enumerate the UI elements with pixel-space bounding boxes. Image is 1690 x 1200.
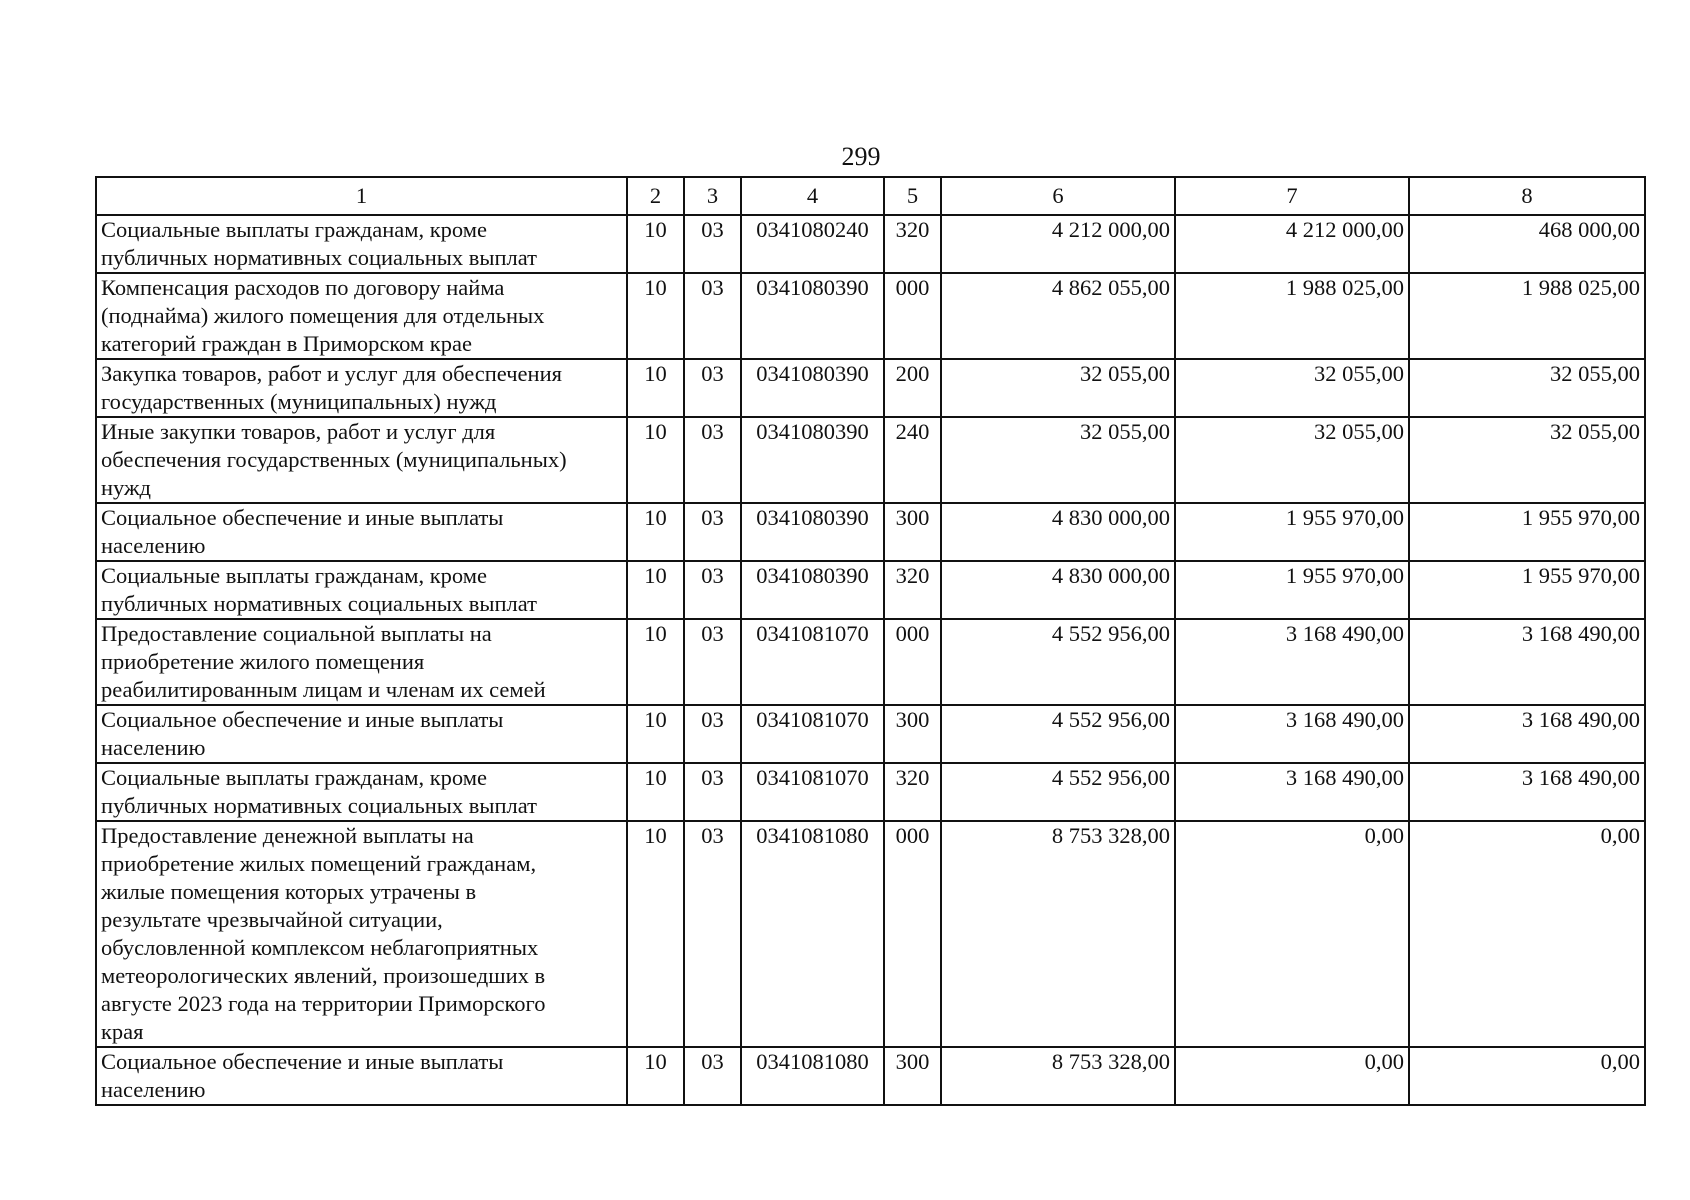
table-row: [96, 1047, 1645, 1105]
amount-col6-cell: 4 830 000,00: [941, 561, 1175, 619]
amount-col6-cell: 32 055,00: [941, 359, 1175, 417]
subsection-code-cell: 03: [684, 359, 741, 417]
expense-name-cell: [96, 1047, 627, 1105]
expense-name-cell: [96, 417, 627, 503]
amount-col8-cell: 32 055,00: [1409, 417, 1645, 503]
expense-name-line: государственных (муниципальных) нужд: [101, 389, 497, 414]
amount-col7-cell: 1 988 025,00: [1175, 273, 1409, 359]
expense-name-line: публичных нормативных социальных выплат: [101, 793, 537, 818]
expense-name-line: населению: [101, 735, 206, 760]
expense-name-line: нужд: [101, 475, 151, 500]
amount-col6-cell: 4 552 956,00: [941, 705, 1175, 763]
target-code-cell: 0341080390: [741, 359, 884, 417]
expense-type-code-cell: 000: [884, 821, 941, 1047]
amount-col6-cell: 4 830 000,00: [941, 503, 1175, 561]
target-code-cell: 0341081070: [741, 763, 884, 821]
amount-col8-cell: 1 955 970,00: [1409, 561, 1645, 619]
expense-type-code-cell: 200: [884, 359, 941, 417]
expense-name-line: категорий граждан в Приморском крае: [101, 331, 472, 356]
subsection-code-cell: 03: [684, 619, 741, 705]
subsection-code-cell: 03: [684, 821, 741, 1047]
expense-name-line: публичных нормативных социальных выплат: [101, 591, 537, 616]
expense-name-line: края: [101, 1019, 144, 1044]
expense-name-cell: [96, 619, 627, 705]
expense-type-code-cell: 320: [884, 763, 941, 821]
header-row: [96, 177, 1645, 215]
expense-name-line: Иные закупки товаров, работ и услуг для: [101, 419, 496, 444]
amount-col7-cell: 3 168 490,00: [1175, 619, 1409, 705]
table-row: [96, 705, 1645, 763]
expense-name-line: обусловленной комплексом неблагоприятных: [101, 935, 539, 960]
expense-type-code-cell: 300: [884, 705, 941, 763]
section-code-cell: 10: [627, 821, 684, 1047]
expense-name-cell: [96, 215, 627, 273]
expense-name-line: Социальное обеспечение и иные выплаты: [101, 1049, 504, 1074]
expense-name-cell: [96, 705, 627, 763]
expense-type-code-cell: 300: [884, 503, 941, 561]
target-code-cell: 0341080240: [741, 215, 884, 273]
budget-table: [95, 176, 1646, 1106]
table-row: [96, 763, 1645, 821]
section-code-cell: 10: [627, 561, 684, 619]
section-code-cell: 10: [627, 215, 684, 273]
amount-col8-cell: 0,00: [1409, 821, 1645, 1047]
section-code-cell: 10: [627, 359, 684, 417]
section-code-cell: 10: [627, 705, 684, 763]
amount-col8-cell: 3 168 490,00: [1409, 619, 1645, 705]
expense-name-line: реабилитированным лицам и членам их семей: [101, 677, 546, 702]
amount-col8-cell: 0,00: [1409, 1047, 1645, 1105]
amount-col7-cell: 1 955 970,00: [1175, 503, 1409, 561]
subsection-code-cell: 03: [684, 763, 741, 821]
expense-name-line: Предоставление социальной выплаты на: [101, 621, 492, 646]
target-code-cell: 0341081070: [741, 619, 884, 705]
table-row: [96, 561, 1645, 619]
expense-name-line: приобретение жилого помещения: [101, 649, 425, 674]
expense-name-line: метеорологических явлений, произошедших в: [101, 963, 546, 988]
amount-col8-cell: 3 168 490,00: [1409, 763, 1645, 821]
subsection-code-cell: 03: [684, 561, 741, 619]
column-header-2: 2: [627, 177, 684, 215]
amount-col8-cell: 32 055,00: [1409, 359, 1645, 417]
amount-col6-cell: 32 055,00: [941, 417, 1175, 503]
expense-name-line: Социальные выплаты гражданам, кроме: [101, 563, 487, 588]
expense-name-line: Социальные выплаты гражданам, кроме: [101, 765, 487, 790]
table-row: [96, 215, 1645, 273]
amount-col6-cell: 8 753 328,00: [941, 821, 1175, 1047]
expense-name-cell: [96, 359, 627, 417]
target-code-cell: 0341081080: [741, 1047, 884, 1105]
section-code-cell: 10: [627, 619, 684, 705]
expense-name-cell: [96, 273, 627, 359]
column-header-4: 4: [741, 177, 884, 215]
expense-name-line: Компенсация расходов по договору найма: [101, 275, 505, 300]
expense-name-line: Закупка товаров, работ и услуг для обеспечения: [101, 361, 562, 386]
expense-name-line: населению: [101, 1077, 206, 1102]
expense-type-code-cell: 320: [884, 215, 941, 273]
amount-col7-cell: 32 055,00: [1175, 359, 1409, 417]
expense-name-line: (поднайма) жилого помещения для отдельных: [101, 303, 545, 328]
amount-col8-cell: 1 955 970,00: [1409, 503, 1645, 561]
table-row: [96, 619, 1645, 705]
column-header-3: 3: [684, 177, 741, 215]
expense-type-code-cell: 000: [884, 619, 941, 705]
amount-col7-cell: 0,00: [1175, 1047, 1409, 1105]
amount-col7-cell: 1 955 970,00: [1175, 561, 1409, 619]
column-header-8: 8: [1409, 177, 1645, 215]
amount-col6-cell: 4 552 956,00: [941, 763, 1175, 821]
amount-col7-cell: 3 168 490,00: [1175, 705, 1409, 763]
subsection-code-cell: 03: [684, 705, 741, 763]
expense-type-code-cell: 240: [884, 417, 941, 503]
expense-name-line: жилые помещения которых утрачены в: [101, 879, 477, 904]
amount-col8-cell: 3 168 490,00: [1409, 705, 1645, 763]
table-row: [96, 359, 1645, 417]
column-header-1: 1: [96, 177, 627, 215]
expense-name-line: Предоставление денежной выплаты на: [101, 823, 474, 848]
amount-col7-cell: 4 212 000,00: [1175, 215, 1409, 273]
expense-name-line: Социальные выплаты гражданам, кроме: [101, 217, 487, 242]
expense-name-cell: [96, 503, 627, 561]
expense-name-cell: [96, 561, 627, 619]
expense-name-line: Социальное обеспечение и иные выплаты: [101, 707, 504, 732]
section-code-cell: 10: [627, 273, 684, 359]
expense-name-line: результате чрезвычайной ситуации,: [101, 907, 443, 932]
amount-col8-cell: 468 000,00: [1409, 215, 1645, 273]
subsection-code-cell: 03: [684, 215, 741, 273]
target-code-cell: 0341080390: [741, 417, 884, 503]
table-row: [96, 821, 1645, 1047]
section-code-cell: 10: [627, 1047, 684, 1105]
table-row: [96, 503, 1645, 561]
section-code-cell: 10: [627, 417, 684, 503]
expense-name-line: августе 2023 года на территории Приморского: [101, 991, 546, 1016]
target-code-cell: 0341080390: [741, 561, 884, 619]
section-code-cell: 10: [627, 503, 684, 561]
expense-type-code-cell: 300: [884, 1047, 941, 1105]
amount-col6-cell: 4 212 000,00: [941, 215, 1175, 273]
expense-type-code-cell: 320: [884, 561, 941, 619]
expense-name-line: приобретение жилых помещений гражданам,: [101, 851, 537, 876]
amount-col6-cell: 4 552 956,00: [941, 619, 1175, 705]
subsection-code-cell: 03: [684, 503, 741, 561]
subsection-code-cell: 03: [684, 417, 741, 503]
target-code-cell: 0341081080: [741, 821, 884, 1047]
amount-col8-cell: 1 988 025,00: [1409, 273, 1645, 359]
expense-name-cell: [96, 821, 627, 1047]
target-code-cell: 0341081070: [741, 705, 884, 763]
expense-name-line: Социальное обеспечение и иные выплаты: [101, 505, 504, 530]
column-header-6: 6: [941, 177, 1175, 215]
subsection-code-cell: 03: [684, 1047, 741, 1105]
table-row: [96, 273, 1645, 359]
table-body: [96, 215, 1645, 1105]
expense-type-code-cell: 000: [884, 273, 941, 359]
expense-name-line: публичных нормативных социальных выплат: [101, 245, 537, 270]
amount-col7-cell: 3 168 490,00: [1175, 763, 1409, 821]
section-code-cell: 10: [627, 763, 684, 821]
column-header-7: 7: [1175, 177, 1409, 215]
target-code-cell: 0341080390: [741, 273, 884, 359]
table-row: [96, 417, 1645, 503]
amount-col6-cell: 8 753 328,00: [941, 1047, 1175, 1105]
amount-col7-cell: 32 055,00: [1175, 417, 1409, 503]
column-header-5: 5: [884, 177, 941, 215]
amount-col6-cell: 4 862 055,00: [941, 273, 1175, 359]
target-code-cell: 0341080390: [741, 503, 884, 561]
expense-name-line: населению: [101, 533, 206, 558]
expense-name-line: обеспечения государственных (муниципальных): [101, 447, 567, 472]
page-number: 299: [841, 142, 881, 171]
expense-name-cell: [96, 763, 627, 821]
subsection-code-cell: 03: [684, 273, 741, 359]
amount-col7-cell: 0,00: [1175, 821, 1409, 1047]
